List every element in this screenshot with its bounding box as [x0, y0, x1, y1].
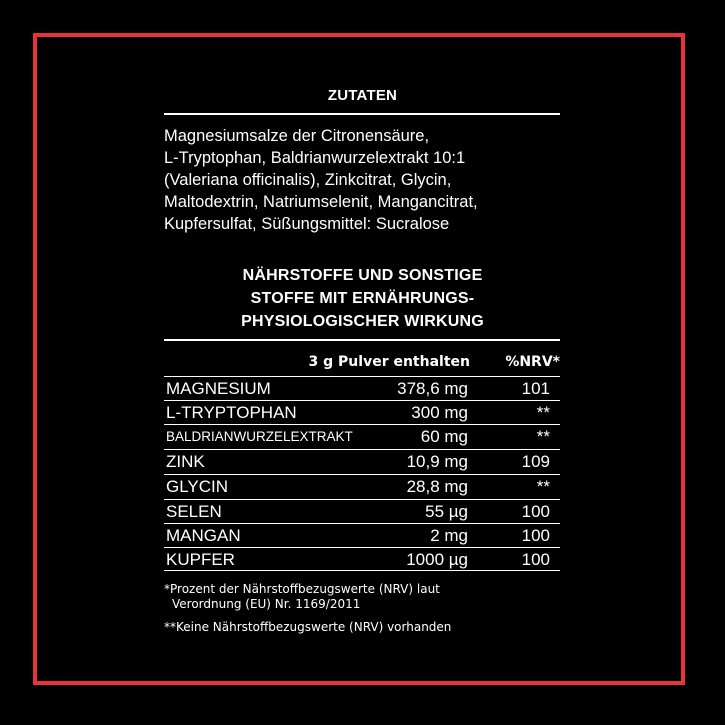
- column-header-nrv: %NRV*: [505, 354, 560, 370]
- nutrient-nrv: **: [536, 403, 550, 422]
- table-row: [164, 400, 560, 424]
- nutrient-name: SELEN: [166, 502, 222, 521]
- nutrient-name: KUPFER: [166, 550, 235, 569]
- column-header-amount: 3 g Pulver enthalten: [308, 354, 470, 370]
- nutrients-heading: [0, 264, 725, 333]
- nutrient-amount: 55 µg: [425, 502, 468, 521]
- nutrients-heading-line: STOFFE MIT ERNÄHRUNGS-: [250, 290, 475, 307]
- table-row: [164, 499, 560, 523]
- zutaten-heading: ZUTATEN: [327, 87, 398, 104]
- nutrients-divider: [164, 339, 560, 341]
- nutrient-nrv: **: [536, 477, 550, 496]
- nutrient-amount: 28,8 mg: [406, 477, 468, 496]
- ingredients-line: Magnesiumsalze der Citronensäure,: [164, 127, 430, 145]
- footnote-line: Verordnung (EU) Nr. 1169/2011: [172, 597, 361, 611]
- footnote-nrv: [164, 582, 564, 612]
- ingredients-line: Kupfersulfat, Süßungsmittel: Sucralose: [164, 215, 450, 233]
- nutrient-nrv: 101: [521, 379, 550, 398]
- nutrient-name: L-TRYPTOPHAN: [166, 403, 297, 422]
- nutrient-table-header: [164, 354, 560, 374]
- table-row: [164, 449, 560, 473]
- table-row: [164, 523, 560, 547]
- nutrient-name: ZINK: [166, 452, 205, 471]
- nutrient-nrv: 100: [521, 550, 550, 569]
- nutrients-heading-line: PHYSIOLOGISCHER WIRKUNG: [241, 313, 484, 330]
- footnote-no-nrv: [164, 620, 564, 635]
- ingredients-line: Maltodextrin, Natriumselenit, Mangancitrat,: [164, 193, 478, 211]
- ingredients-text: [164, 125, 564, 235]
- nutrient-nrv: 109: [521, 452, 550, 471]
- ingredients-line: (Valeriana officinalis), Zinkcitrat, Glycin,: [164, 171, 452, 189]
- nutrient-nrv: 100: [521, 502, 550, 521]
- nutrients-heading-line: NÄHRSTOFFE UND SONSTIGE: [242, 267, 483, 284]
- nutrient-amount: 10,9 mg: [406, 452, 468, 471]
- nutrient-name: MANGAN: [166, 526, 241, 545]
- table-row: [164, 474, 560, 498]
- table-row: [164, 547, 560, 571]
- nutrient-name: BALDRIANWURZELEXTRAKT: [166, 429, 353, 444]
- footnote-line: **Keine Nährstoffbezugswerte (NRV) vorhanden: [164, 620, 452, 634]
- nutrient-name: GLYCIN: [166, 477, 229, 496]
- nutrient-amount: 60 mg: [420, 427, 468, 446]
- nutrient-amount: 378,6 mg: [397, 379, 468, 398]
- table-row: [164, 376, 560, 400]
- zutaten-divider: [164, 113, 560, 115]
- nutrient-nrv: 100: [521, 526, 550, 545]
- ingredients-line: L-Tryptophan, Baldrianwurzelextrakt 10:1: [164, 149, 466, 167]
- footnote-line: *Prozent der Nährstoffbezugswerte (NRV) laut: [164, 582, 440, 596]
- nutrient-nrv: **: [536, 427, 550, 446]
- nutrient-amount: 300 mg: [411, 403, 468, 422]
- nutrient-amount: 1000 µg: [406, 550, 468, 569]
- nutrient-name: MAGNESIUM: [166, 379, 271, 398]
- table-row: [164, 424, 560, 448]
- nutrient-amount: 2 mg: [430, 526, 468, 545]
